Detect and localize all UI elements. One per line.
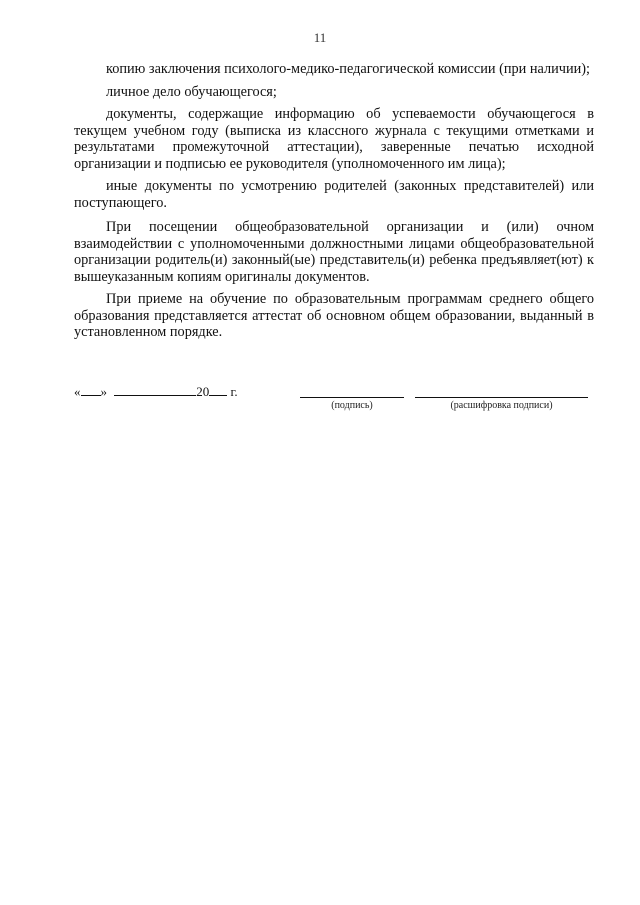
year-blank[interactable] bbox=[209, 383, 227, 396]
document-body bbox=[74, 61, 594, 347]
signature-row bbox=[74, 383, 594, 413]
paragraph-other-documents: иные документы по усмотрению родителей (законных представителей) или поступающего. bbox=[74, 178, 594, 211]
paragraph-performance-documents: документы, содержащие информацию об успеваемости обучающегося в текущем учебном году (выписка из классного журнала с текущими отметками и результатами промежуточной аттестации), заверенные печатью исходной организации и подписью ее руководителя (уполномоченного им лица); bbox=[74, 106, 594, 172]
signature-decoding-line[interactable] bbox=[415, 397, 588, 398]
signature-line[interactable] bbox=[300, 397, 404, 398]
signature-decoding-caption: (расшифровка подписи) bbox=[450, 400, 553, 411]
paragraph-visit-originals: При посещении общеобразовательной организации и (или) очном взаимодействии с уполномоченными должностными лицами общеобразовательной организации родитель(и) законный(ые) представитель(и) ребенка предъявляет(ют) к вышеуказанным копиям оригиналы документов. bbox=[74, 219, 594, 285]
paragraph-secondary-education-certificate: При приеме на обучение по образовательным программам среднего общего образования представляется аттестат об основном общем образовании, выданный в установленном порядке. bbox=[74, 291, 594, 340]
page-number: 11 bbox=[313, 30, 327, 45]
date-field bbox=[74, 383, 238, 400]
day-blank[interactable] bbox=[81, 383, 101, 396]
month-blank[interactable] bbox=[114, 383, 196, 396]
date-open-quote: « bbox=[74, 384, 81, 399]
signature-caption: (подпись) bbox=[331, 400, 373, 411]
date-close-quote: » bbox=[100, 384, 107, 399]
year-suffix: г. bbox=[230, 384, 238, 399]
year-prefix: 20 bbox=[196, 384, 210, 399]
paragraph-psmpk-conclusion: копию заключения психолого-медико-педагогической комиссии (при наличии); bbox=[106, 61, 591, 77]
paragraph-personal-file: личное дело обучающегося; bbox=[106, 83, 277, 100]
